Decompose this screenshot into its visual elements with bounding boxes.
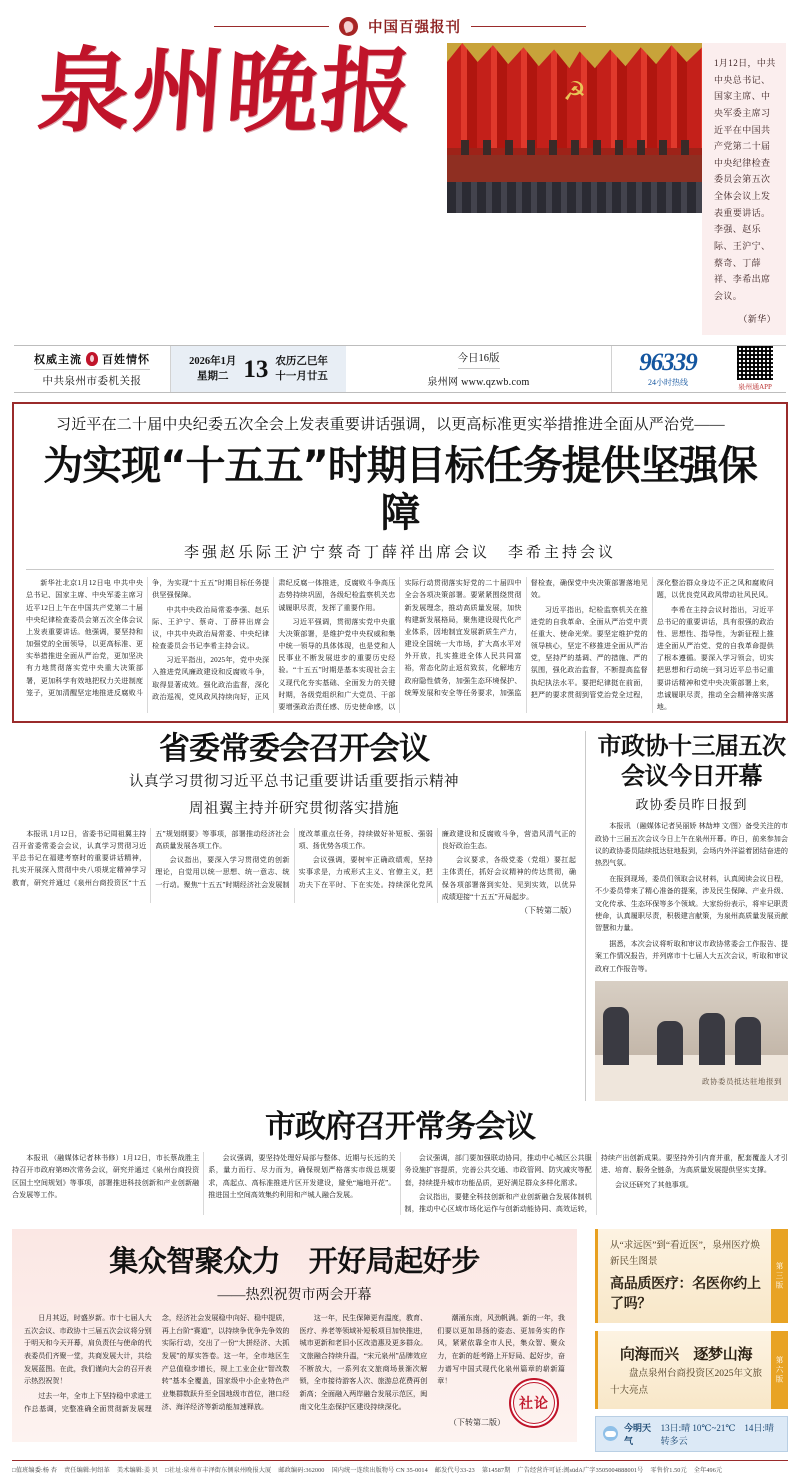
promo-title: 高品质医疗：名医你约上了吗？ xyxy=(610,1276,761,1313)
promo-box[interactable] xyxy=(595,1331,788,1408)
person-3 xyxy=(699,1013,725,1065)
lead-photo-block xyxy=(447,43,786,335)
lead-headline: 为实现“十五五”时期目标任务提供坚强保障 xyxy=(43,442,757,536)
colophon-item: 广告经营许可证:闽südA广字3505004888001号 xyxy=(517,1466,644,1474)
slogan-top-row xyxy=(34,351,150,370)
colophon-item: 责任编辑:何绍革 xyxy=(64,1466,110,1474)
promo-page-tab[interactable]: 第六版 xyxy=(771,1331,788,1408)
paragraph: 会议还研究了其他事项。 xyxy=(614,1180,693,1189)
paragraph: 会议强调，要树牢正确政绩观，坚持实事求是，力戒形式主义、官僚主义，把功夫下在平时、下在实处。持续深化党风廉政建设和反腐败斗争，营造风清气正的良好政治生态。 xyxy=(298,829,576,889)
colophon-item: □社址:泉州市丰泽街东侧泉州晚报大厦 xyxy=(165,1466,272,1474)
gregorian-date xyxy=(189,354,236,386)
weather-text: 13日:晴 10℃~21℃ 14日:晴转多云 xyxy=(660,1422,774,1446)
paragraph: 本报讯 1月12日，省委书记周祖翼主持召开省委常委会会议，认真学习贯彻习近平总书记在福建考察时的重要讲话精神，扎实开展深入贯彻中央八项规定精神学习教育，研究并通过《泉州台商投资区“十五五”规划纲要》等事项，部署推动经济社会高质量发展各项工作。 xyxy=(12,829,290,887)
lead-photo-caption xyxy=(702,43,786,335)
colophon-item: □值班编委:杨 杏 xyxy=(12,1466,58,1474)
app-label: 泉州通APP xyxy=(738,383,772,392)
paragraph: 本报讯 （融媒体记者林书修）1月12日，市长蔡战胜主持召开市政府第89次常务会议，研究并通过《泉州台商投资区国土空间规划》等事项，部署推进科技创新和产业创新融合发展等工作。 xyxy=(12,1154,200,1199)
cppcc-story xyxy=(586,731,788,1101)
cppcc-body xyxy=(595,820,788,975)
banner-rule-left xyxy=(214,26,329,27)
paragraph: 会议指出，要深入学习贯彻党的创新理论，自觉用以统一思想、统一意志、统一行动。聚焦“十五五”时期经济社会发展制度改革重点任务，持续做好补短板、强弱项、扬优势各项工作。 xyxy=(155,829,433,889)
paragraph: 会议要求，各级党委（党组）要扛起主体责任，抓好会议精神的传达贯彻，确保各项部署落到实处、见到实效，以优异成绩迎接“十五五”开局起步。 xyxy=(441,856,576,901)
cppcc-headline: 市政协十三届五次会议今日开幕 xyxy=(597,732,786,791)
caption-source: （新华） xyxy=(738,313,776,324)
lead-kicker: 习近平在二十届中央纪委五次全会上发表重要讲话强调，以更高标准更实举措推进全面从严治党—— xyxy=(56,417,725,434)
colophon-item: 邮发代号33-23 xyxy=(434,1466,475,1474)
lunar-date xyxy=(275,354,328,386)
provincial-sub2: 周祖翼主持并研究贯彻落实措施 xyxy=(189,800,399,817)
promo-box[interactable] xyxy=(595,1229,788,1323)
slogan-left: 权威主流 xyxy=(34,353,82,366)
colophon-item: 美术编辑:姜 贝 xyxy=(116,1466,159,1474)
paragraph: 在报到现场，委员们领取会议材料，认真阅读会议日程，不少委员带来了精心准备的提案，涉及民生保障、产业升级、文化传承、生态环保等多个领域。大家纷纷表示，将牢记职责使命，认真履职尽责，积极建言献策，为泉州高质量发展贡献智慧和力量。 xyxy=(595,874,788,933)
phoenix-medal-icon xyxy=(339,17,358,36)
editorial xyxy=(12,1229,577,1442)
bottom-section xyxy=(12,1221,788,1452)
editorial-sub: ——热烈祝贺市两会开幕 xyxy=(217,1288,372,1304)
banner-rule-right xyxy=(471,26,586,27)
paragraph: 这一年，民生保障更有温度，教育、医疗、养老等领域补短板项目加快推进，城市更新和老旧小区改造惠及更多群众。文旅融合持续升温，“宋元泉州”品牌效应不断放大，一系列农文旅商场景渐次解锁，全市接待游客人次、旅游总花费再创新高；全面融入两岸融合发展示范区，闽南文化生态保护区建设持续深化。 xyxy=(299,1314,428,1411)
banner-label: 中国百强报刊 xyxy=(368,20,461,36)
promo-title: 向海而兴 逐梦山海 xyxy=(619,1345,753,1364)
promo-list xyxy=(595,1229,788,1409)
provincial-headline: 省委常委会召开会议 xyxy=(159,731,429,768)
cloud-sun-icon xyxy=(603,1426,618,1441)
mid-section xyxy=(12,731,788,1101)
promo-subtitle: 盘点泉州台商投资区2025年文旅十大亮点 xyxy=(610,1369,763,1396)
provincial-body xyxy=(12,828,576,903)
editorial-jump[interactable]: （下转第二版） xyxy=(449,1418,505,1428)
lead-photo xyxy=(447,43,702,213)
municipal-story xyxy=(12,1109,788,1215)
colophon-item: 零售价1.50元 xyxy=(650,1466,687,1474)
page-count: 今日16版 xyxy=(458,350,500,369)
hotline-label: 24小时热线 xyxy=(648,378,688,388)
paragraph: 习近平强调，贯彻落实党中央重大决策部署，是维护党中央权威和集中统一领导的具体体现，也是党和人民事业不断发展进步的重要历史经验。“十五五”时期是基本实现社会主义现代化夯实基础、全面发力的关键时期，各级党组织和广大党员、干部要增强政治责任感、历史使命感，以实际行动贯彻落实好党的二十届四中全会各项决策部署。要紧紧围绕贯彻新发展理念，推动高质量发展，加快构建新发展格局，聚焦建设现代化产业体系，因地制宜发展新质生产力，建设全国统一大市场，扩大高水平对外开放，扎实推进全体人民共同富裕，常态化防止返贫致贫，化解地方政府隐性债务，加强生态环境保护、统筹发展和安全等任务要求，加强监督检查，确保党中央决策部署落地见效。 xyxy=(278,579,648,711)
slogan-cell xyxy=(14,346,171,392)
qr-code-icon[interactable] xyxy=(737,346,773,380)
website-label: 泉州网 xyxy=(427,377,459,389)
provincial-story xyxy=(12,731,586,1101)
promo-line: 从“求远医”到“看近医”，泉州医疗焕新民生图景 xyxy=(610,1241,760,1268)
colophon-item: 第14587期 xyxy=(481,1466,511,1474)
paragraph: 新华社北京1月12日电 中共中央总书记、国家主席、中央军委主席习近平12日上午在中国共产党第二十届中央纪律检查委员会第五次全体会议上发表重要讲话。他强调，要坚持和加强党的全面领导，以更高标准、更实举措推进全面从严治党，更加坚决有力地贯彻落实党中央重大决策部署，更加科学有效地把权力关进制度笼子，更加清醒坚定地推进反腐败斗争，为实现“十五五”时期目标任务提供坚强保障。 xyxy=(26,579,270,697)
rostrum xyxy=(447,155,702,182)
weather-label: 今明天气 xyxy=(624,1422,652,1446)
paragraph: 本报讯 （融媒体记者吴丽娇 林劼坤 文/图）备受关注的市政协十三届五次会议今日上午在泉州开幕。昨日，前来参加会议的政协委员陆续抵达驻地报到，会场内外洋溢着团结奋进的热烈气氛。 xyxy=(595,822,788,868)
paragraph: 习近平指出，2025年，党中央深入推进党风廉政建设和反腐败斗争，取得显著成效。强化政治监督，深化政治巡视，党风政风持续向好，正风肃纪反腐一体推进，反腐败斗争高压态势持续巩固，各级纪检监察机关忠诚履职尽责，发挥了重要作用。 xyxy=(152,579,396,701)
paragraph: 日月其迈，时盛岁新。市十七届人大五次会议、市政协十三届五次会议将分别于明天和今天开幕，肩负责任与使命的代表委员们齐聚一堂，共商发展大计，共绘发展蓝图。在此，我们谨向大会的召开表示热烈祝贺！ xyxy=(24,1314,152,1386)
cppcc-sub: 政协委员昨日报到 xyxy=(635,797,748,813)
hotline-number: 96339 xyxy=(639,349,697,377)
promo-page-tab[interactable]: 第三版 xyxy=(771,1229,788,1323)
lead-story-frame xyxy=(12,402,788,723)
cppcc-photo xyxy=(595,981,788,1101)
paragraph: 习近平指出，纪检监察机关在推进党的自我革命、全面从严治党中责任重大、使命光荣。要坚定维护党的领导核心，坚定不移推进全面从严治党，坚持严的基调、严的措施、严的氛围，强化政治监督，不断提高监督执纪执法水平。要把纪律挺在前面，把严的要求贯彻到管党治党全过程，深化整治群众身边不正之风和腐败问题，以优良党风政风带动社风民风。 xyxy=(530,579,774,699)
lead-body xyxy=(26,577,774,713)
cppcc-photo-caption: 政协委员抵达驻地报到 xyxy=(702,1077,782,1087)
promo-column xyxy=(586,1221,788,1452)
paragraph: 过去一年，全市上下坚持稳中求进工作总基调，完整准确全面贯彻新发展理念，经济社会发展稳中向好、稳中提质，再上台阶“赛道”，以持续争优争先争效的实际行动，交出了一份“大拼经济、大抓发展”的厚实答卷。这一年，全市地区生产总值稳步增长，规上工业企业“智改数转”基本全覆盖，国家级中小企业特色产业集群数跃升至全国地级市首位，港口经济、海洋经济等新动能加速释放。 xyxy=(24,1314,290,1413)
person-2 xyxy=(657,1021,683,1065)
publisher-line: 中共泉州市委机关报 xyxy=(42,375,142,387)
municipal-headline: 市政府召开常务会议 xyxy=(265,1109,535,1146)
lead-subhead: 李强赵乐际王沪宁蔡奇丁薛祥出席会议 李希主持会议 xyxy=(183,545,616,562)
colophon xyxy=(12,1460,788,1474)
website-row xyxy=(427,373,529,388)
day-number: 13 xyxy=(243,355,269,383)
flame-icon xyxy=(86,352,98,366)
paragraph: 中共中央政治局常委李强、赵乐际、王沪宁、蔡奇、丁薛祥出席会议，中共中央政治局常委、中央纪律检查委员会书记李希主持会议。 xyxy=(152,605,270,651)
lunar-year: 农历乙巳年 xyxy=(275,355,328,367)
newspaper-title: 泉州晚报 xyxy=(34,37,419,145)
paragraph: 会议强调，部门要加强联动协同，推动中心城区公共服务设施扩容提质，完善公共交通、市政管网、防灾减灾等配套，持续提升城市功能品质，更好满足群众多样化需求。 xyxy=(404,1154,592,1187)
slogan-right: 百姓情怀 xyxy=(102,353,150,366)
date-cell xyxy=(171,346,346,392)
colophon-item: 国内统一连续出版物号 CN 35-0014 xyxy=(331,1466,428,1474)
editorial-seal: 社论 xyxy=(509,1378,559,1428)
colophon-item: 邮政编码:362000 xyxy=(278,1466,325,1474)
lunar-day: 十一月廿五 xyxy=(275,371,328,383)
paragraph: 会议强调，要坚持处理好局部与整体、近期与长远的关系，量力而行、尽力而为，确保规划严格落实市级总规要求，高起点、高标准推进片区开发建设，避免“遍地开花”。推进国土空间高效集约利用和产城人融合发展。 xyxy=(208,1154,396,1199)
caption-text: 1月12日，中共中央总书记、国家主席、中央军委主席习近平在中国共产党第二十届中央纪律检查委员会第五次全体会议上发表重要讲话。李强、赵乐际、王沪宁、蔡奇、丁薛祥、李希出席会议。 xyxy=(714,58,776,301)
provincial-sub1: 认真学习贯彻习近平总书记重要讲话重要指示精神 xyxy=(129,774,459,791)
date-year-month: 2026年1月 xyxy=(189,355,237,367)
weekday: 星期二 xyxy=(197,371,229,383)
editorial-headline: 集众智聚众力 开好局起好步 xyxy=(109,1244,480,1279)
colophon-item: 全年496元 xyxy=(693,1466,723,1474)
app-qr-cell[interactable] xyxy=(724,346,786,392)
pages-site-cell xyxy=(346,346,612,392)
seated-row xyxy=(447,140,702,155)
paragraph: 李希在主持会议时指出，习近平总书记的重要讲话，具有很强的政治性、思想性、指导性，为新征程上推进全面从严治党、党的自我革命提供了根本遵循。要深入学习领会，切实把思想和行动统一到习近平总书记重要讲话精神和党中央决策部署上来，忠诚履职尽责，推动全会精神落实落地。 xyxy=(656,605,774,711)
paragraph: 会议指出，要健全科技创新和产业创新融合发展体制机制，推动中心区域市场化运作与创新动能协同、高效运转，持续产出创新成果。要坚持外引内育并重，配套覆盖人才引进、培育、服务全链条，为高质量发展提供坚实支撑。 xyxy=(404,1154,788,1213)
hotline-cell xyxy=(612,346,724,392)
person-4 xyxy=(735,1017,761,1065)
paragraph: 潮涌东南，风劲帆满。新的一年，我们要以更加昂扬的姿态、更加务实的作风，紧紧依靠全市人民，集众智、聚众力，在新的赶考路上开好局、起好步，奋力谱写中国式现代化泉州篇章的崭新篇章！ xyxy=(437,1314,565,1386)
masthead-left xyxy=(14,37,439,335)
masthead xyxy=(0,37,800,335)
person-1 xyxy=(603,1007,629,1065)
audience xyxy=(447,182,702,213)
website-url[interactable]: www.qzwb.com xyxy=(461,377,530,389)
party-emblem-icon: ☭ xyxy=(562,77,587,106)
paragraph: 据悉，本次会议将听取和审议市政协常委会工作报告、提案工作情况报告，并列席市十七届人大五次会议，听取和审议政府工作报告等。 xyxy=(595,939,788,973)
info-bar xyxy=(14,345,786,393)
weather-bar xyxy=(595,1416,788,1452)
editorial-block xyxy=(12,1221,586,1442)
lead-divider xyxy=(26,569,774,570)
provincial-jump[interactable]: （下转第二版） xyxy=(520,905,576,915)
editorial-body xyxy=(24,1312,565,1415)
